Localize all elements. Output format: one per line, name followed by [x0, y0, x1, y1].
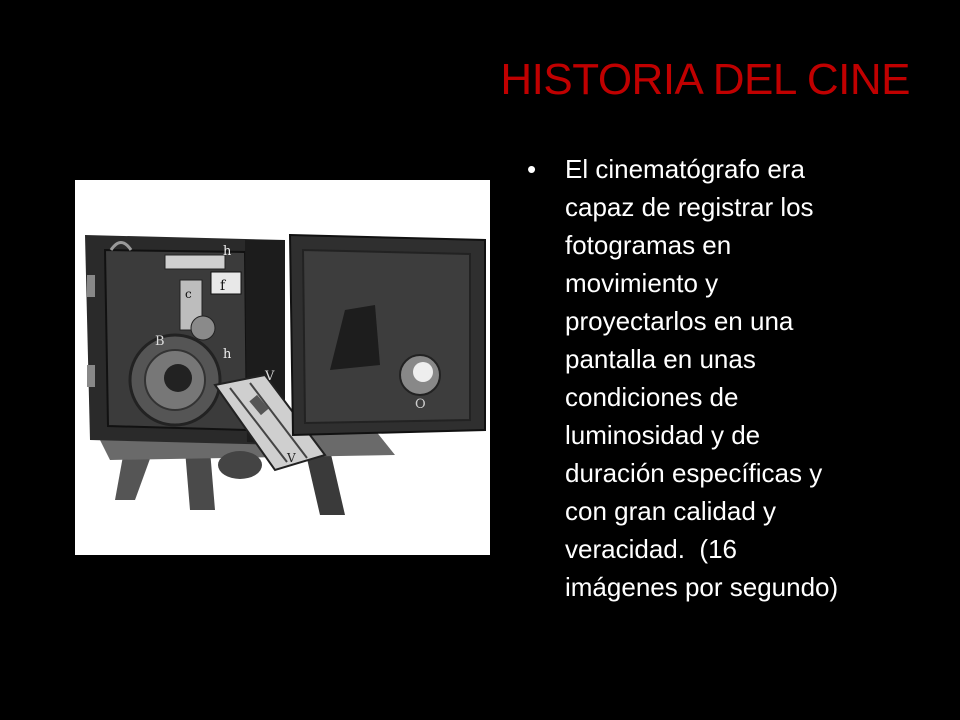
image-label: O: [415, 397, 426, 412]
bullet-line: movimiento y: [565, 268, 719, 298]
image-label: h: [223, 244, 232, 259]
door-lens: [413, 362, 433, 382]
tripod-leg: [185, 450, 215, 510]
bullet-icon: •: [527, 154, 537, 184]
bullet-line: El cinematógrafo era: [565, 154, 805, 184]
bullet-line: proyectarlos en una: [565, 306, 794, 336]
bullet-line: con gran calidad y: [565, 496, 777, 526]
bullet-line: capaz de registrar los: [565, 192, 814, 222]
label-plate: [211, 272, 241, 294]
bullet-line: pantalla en unas: [565, 344, 756, 374]
image-label: h: [223, 347, 232, 362]
bullet-list: [525, 150, 935, 606]
bullet-line: fotogramas en: [565, 230, 732, 260]
image-label: B: [155, 334, 165, 349]
tripod-screw: [218, 451, 262, 479]
image-label: c: [185, 287, 192, 301]
gear: [191, 316, 215, 340]
image-label: V: [265, 369, 275, 384]
bullet-line: luminosidad y de: [565, 420, 761, 450]
hinge: [87, 365, 95, 387]
bullet-line: imágenes por segundo): [565, 572, 839, 602]
cinematograph-illustration: [75, 180, 490, 555]
slide-title: HISTORIA DEL CINE: [500, 55, 910, 104]
bullet-line: condiciones de: [565, 382, 739, 412]
bullet-text: [565, 150, 935, 606]
hinge: [87, 275, 95, 297]
lens: [164, 364, 192, 392]
bullet-line: veracidad. (16: [565, 534, 737, 564]
door-panel: [303, 250, 470, 423]
image-label: V: [287, 451, 296, 465]
cinematograph-image: [75, 180, 490, 555]
bullet-line: duración específicas y: [565, 458, 823, 488]
image-label: f: [220, 278, 226, 294]
bullet-item: [525, 150, 935, 606]
top-plate: [165, 255, 225, 269]
